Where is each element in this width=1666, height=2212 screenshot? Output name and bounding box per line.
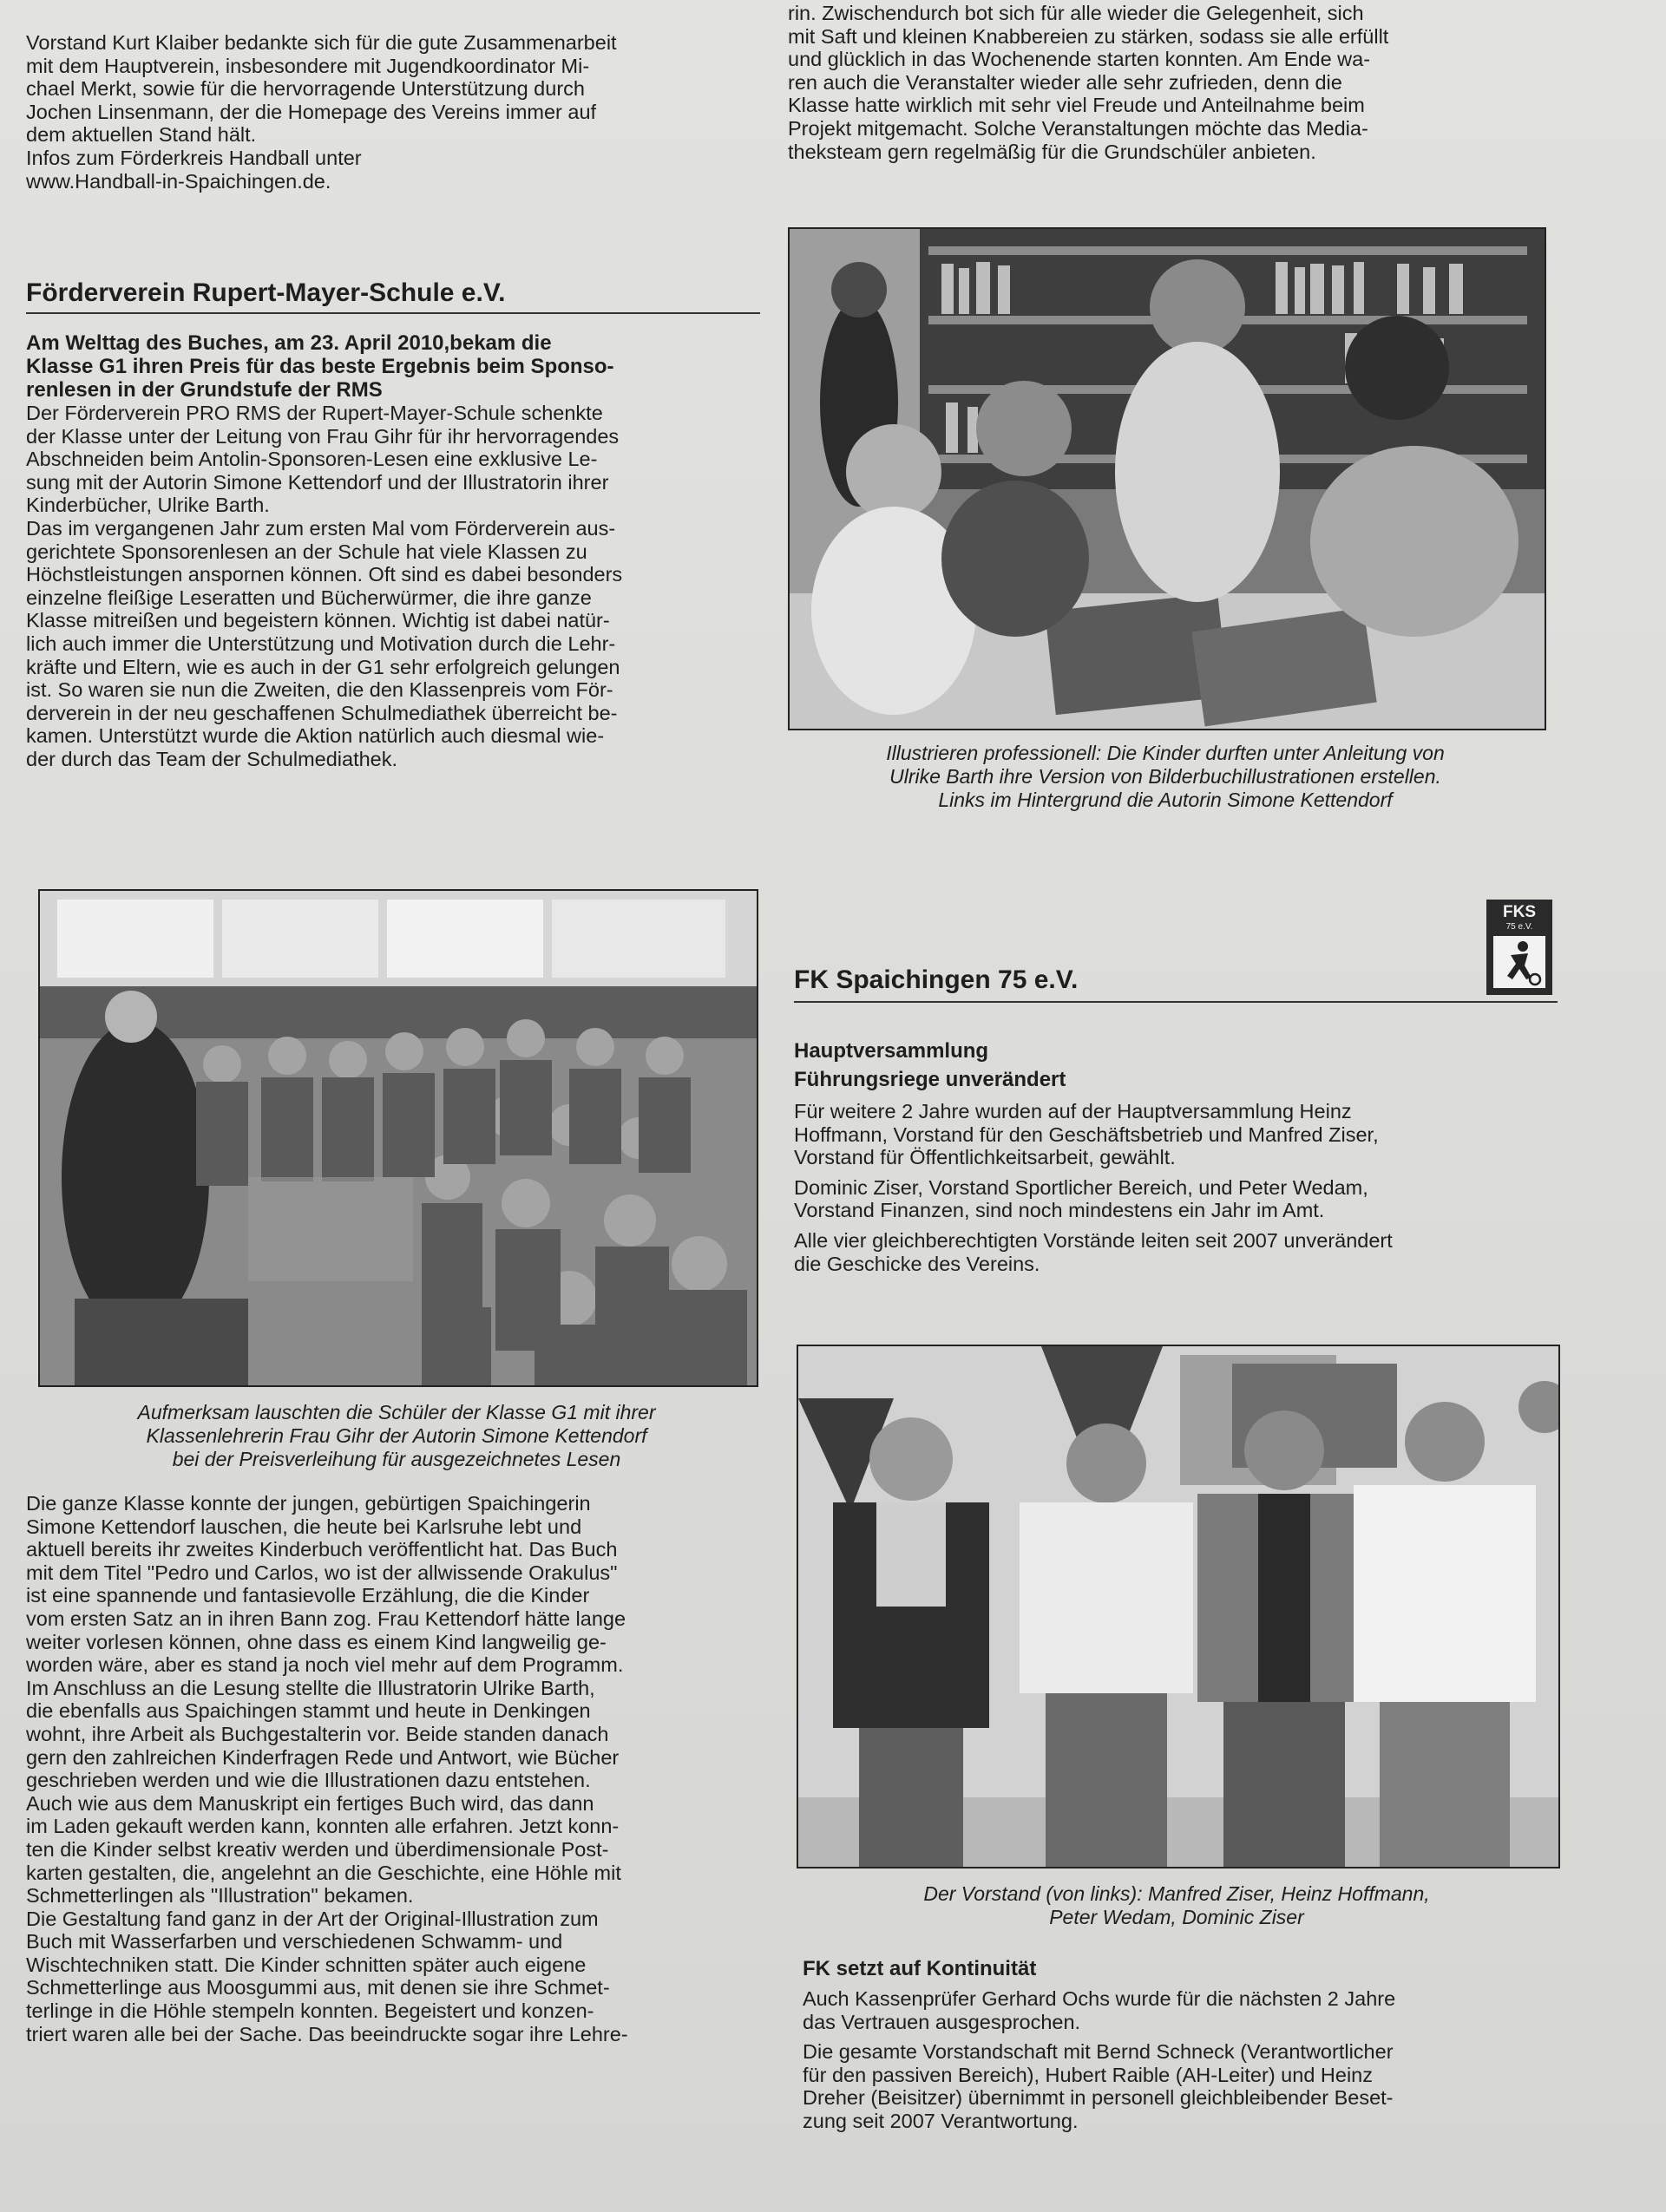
text-line: Auch Kassenprüfer Gerhard Ochs wurde für die nächsten 2 Jahre xyxy=(803,1987,1396,2010)
text-line: Alle vier gleichberechtigten Vorstände leiten seit 2007 unverändert xyxy=(794,1228,1393,1252)
text-line: geschrieben werden und wie die Illustrationen dazu entstehen. xyxy=(26,1769,591,1792)
text-line: gerichtete Sponsorenlesen an der Schule hat viele Klassen zu xyxy=(26,540,587,563)
text-line: ren auch die Veranstalter wieder alle sehr zufrieden, denn die xyxy=(788,70,1342,94)
text-line: Jochen Linsenmann, der die Homepage des Vereins immer auf xyxy=(26,100,597,123)
text-line: mit Saft und kleinen Knabbereien zu stärken, sodass sie alle erfüllt xyxy=(788,24,1389,48)
text-line: ten die Kinder selbst kreativ werden und überdimensionale Post- xyxy=(26,1837,609,1861)
text-line: Das im vergangenen Jahr zum ersten Mal vom Förderverein aus- xyxy=(26,516,616,540)
text-line: Simone Kettendorf lauschen, die heute bei Karlsruhe lebt und xyxy=(26,1515,582,1538)
board-members-image xyxy=(798,1346,1558,1867)
text-line: Dominic Ziser, Vorstand Sportlicher Bereich, und Peter Wedam, xyxy=(794,1175,1368,1199)
text-line: Die gesamte Vorstandschaft mit Bernd Schneck (Verantwortlicher xyxy=(803,2040,1394,2064)
text-line: Peter Wedam, Dominic Ziser xyxy=(1049,1906,1304,1928)
class-reading-image xyxy=(40,891,757,1385)
text-line: Höchstleistungen anspornen können. Oft sind es dabei besonders xyxy=(26,563,623,586)
text-line: Klasse hatte wirklich mit sehr viel Freude und Anteilnahme beim xyxy=(788,94,1365,117)
text-line: Illustrieren professionell: Die Kinder durften unter Anleitung von xyxy=(886,742,1445,764)
text-line: gern den zahlreichen Kinderfragen Rede und Antwort, wie Bücher xyxy=(26,1745,620,1769)
text-line: Der Förderverein PRO RMS der Rupert-Mayer-Schule schenkte xyxy=(26,402,603,424)
fks-logo-text: FKS xyxy=(1503,903,1536,921)
text-line: Für weitere 2 Jahre wurden auf der Hauptversammlung Heinz xyxy=(794,1100,1352,1122)
fks-paragraph-3 xyxy=(794,1229,1558,1275)
intro-text xyxy=(26,31,760,193)
text-line: kräfte und Eltern, wie es auch in der G1 sehr erfolgreich gelungen xyxy=(26,655,620,678)
text-line: ist eine spannende und fantasievolle Erzählung, die die Kinder xyxy=(26,1584,590,1607)
text-line: aktuell bereits ihr zweites Kinderbuch veröffentlicht hat. Das Buch xyxy=(26,1538,618,1561)
kids-illustrating-image xyxy=(790,229,1545,729)
text-line: Vorstand Kurt Klaiber bedankte sich für die gute Zusammenarbeit xyxy=(26,31,617,54)
text-line: Hoffmann, Vorstand für den Geschäftsbetrieb und Manfred Ziser, xyxy=(794,1122,1379,1146)
text-line: wohnt, ihre Arbeit als Buchgestalterin vor. Beide standen danach xyxy=(26,1722,609,1745)
section-title-fks: FK Spaichingen 75 e.V. xyxy=(794,965,1558,1003)
text-line: der durch das Team der Schulmediathek. xyxy=(26,747,398,770)
text-line: sung mit der Autorin Simone Kettendorf und der Illustratorin ihrer xyxy=(26,470,609,494)
text-line: Aufmerksam lauschten die Schüler der Klasse G1 mit ihrer xyxy=(137,1401,656,1423)
text-line: mit dem Hauptverein, insbesondere mit Jugendkoordinator Mi- xyxy=(26,54,590,77)
rms-paragraph-3 xyxy=(26,1492,760,1908)
class-reading-photo xyxy=(38,889,758,1387)
text-line: renlesen in der Grundstufe der RMS xyxy=(26,378,383,402)
handball-intro xyxy=(26,31,760,193)
text-line: rin. Zwischendurch bot sich für alle wieder die Gelegenheit, sich xyxy=(788,2,1364,24)
board-members-caption xyxy=(797,1882,1557,1929)
class-reading-caption xyxy=(38,1401,755,1471)
text-line: terlinge in die Höhle stempeln konnten. Begeistert und konzen- xyxy=(26,1999,594,2023)
text-line: weiter vorlesen können, ohne dass es einem Kind langweilig ge- xyxy=(26,1630,607,1653)
text-line: Klassenlehrerin Frau Gihr der Autorin Simone Kettendorf xyxy=(146,1424,647,1447)
text-line: triert waren alle bei der Sache. Das beeindruckte sogar ihre Lehre- xyxy=(26,2022,628,2045)
text-line: Schmetterlinge aus Moosgummi aus, mit denen sie ihre Schmet- xyxy=(26,1976,610,1999)
text-line: Wischtechniken statt. Die Kinder schnitten später auch eigene xyxy=(26,1953,587,1976)
kids-illustrating-photo xyxy=(788,227,1546,730)
rms-section xyxy=(26,278,760,771)
text-line: und glücklich in das Wochenende starten konnten. Am Ende wa- xyxy=(788,48,1371,71)
text-line: Links im Hintergrund die Autorin Simone Kettendorf xyxy=(938,789,1393,811)
text-line: Buch mit Wasserfarben und verschiedenen Schwamm- und xyxy=(26,1930,563,1953)
text-line: Dreher (Beisitzer) übernimmt in personell gleichbleibender Beset- xyxy=(803,2086,1394,2110)
text-line: zung seit 2007 Verantwortung. xyxy=(803,2109,1079,2132)
fks-subhead-leadership: Führungsriege unverändert xyxy=(794,1068,1066,1091)
fks-logo-subtext: 75 e.V. xyxy=(1505,922,1533,932)
text-line: Vorstand für Öffentlichkeitsarbeit, gewählt. xyxy=(794,1146,1176,1169)
text-line: Im Anschluss an die Lesung stellte die Illustratorin Ulrike Barth, xyxy=(26,1676,595,1699)
text-line: Infos zum Förderkreis Handball unter xyxy=(26,146,362,169)
mediathek-continuation xyxy=(788,2,1569,163)
fks-subhead-continuity: FK setzt auf Kontinuität xyxy=(803,1957,1037,1980)
text-line: Die ganze Klasse konnte der jungen, gebürtigen Spaichingerin xyxy=(26,1492,591,1515)
text-line: Ulrike Barth ihre Version von Bilderbuchillustrationen erstellen. xyxy=(889,765,1441,788)
fks-section xyxy=(794,965,1558,1275)
text-line: Schmetterlingen als "Illustration" bekamen. xyxy=(26,1884,414,1908)
fks-paragraph-2 xyxy=(794,1176,1558,1222)
text-line: der Klasse unter der Leitung von Frau Gihr für ihr hervorragendes xyxy=(26,424,620,448)
text-line: Die Gestaltung fand ganz in der Art der Original-Illustration zum xyxy=(26,1907,599,1930)
board-members-photo xyxy=(797,1345,1560,1868)
fks-subhead-meeting: Hauptversammlung xyxy=(794,1039,989,1063)
rms-paragraph-1 xyxy=(26,402,760,517)
text-line: Am Welttag des Buches, am 23. April 2010,bekam die xyxy=(26,331,552,355)
fks-continuity xyxy=(803,1957,1558,2133)
text-line: für den passiven Bereich), Hubert Raible (AH-Leiter) und Heinz xyxy=(803,2063,1374,2086)
text-line: bei der Preisverleihung für ausgezeichnetes Lesen xyxy=(172,1448,621,1470)
text-line: die Geschicke des Vereins. xyxy=(794,1252,1040,1275)
text-line: kamen. Unterstützt wurde die Aktion natürlich auch diesmal wie- xyxy=(26,724,605,748)
text-line: www.Handball-in-Spaichingen.de. xyxy=(26,169,331,193)
rms-headline xyxy=(26,331,760,402)
text-line: karten gestalten, die, angelehnt an die Geschichte, eine Höhle mit xyxy=(26,1861,621,1884)
text-line: die ebenfalls aus Spaichingen stammt und heute in Denkingen xyxy=(26,1699,591,1723)
rms-paragraph-2 xyxy=(26,517,760,771)
text-line: Auch wie aus dem Manuskript ein fertiges Buch wird, das dann xyxy=(26,1791,594,1815)
text-line: Abschneiden beim Antolin-Sponsoren-Lesen eine exklusive Le- xyxy=(26,448,598,471)
text-line: im Laden gekauft werden kann, konnten alle erfahren. Jetzt konn- xyxy=(26,1815,620,1838)
rms-paragraph-4 xyxy=(26,1908,760,2046)
text-line: Klasse G1 ihren Preis für das beste Ergebnis beim Sponso- xyxy=(26,355,614,378)
text-line: chael Merkt, sowie für die hervorragende Unterstützung durch xyxy=(26,77,585,101)
text-line: mit dem Titel "Pedro und Carlos, wo ist der allwissende Orakulus" xyxy=(26,1561,618,1584)
text-line: das Vertrauen ausgesprochen. xyxy=(803,2010,1081,2033)
text-line: Der Vorstand (von links): Manfred Ziser, Heinz Hoffmann, xyxy=(923,1882,1430,1905)
text-line: Kinderbücher, Ulrike Barth. xyxy=(26,494,270,517)
text-line: Vorstand Finanzen, sind noch mindestens ein Jahr im Amt. xyxy=(794,1199,1325,1222)
text-line: ist. So waren sie nun die Zweiten, die den Klassenpreis vom För- xyxy=(26,678,613,702)
text-line: Projekt mitgemacht. Solche Veranstaltungen möchte das Media- xyxy=(788,116,1368,140)
section-title-rms: Förderverein Rupert-Mayer-Schule e.V. xyxy=(26,278,760,314)
left-lower-column xyxy=(26,1492,760,2045)
fks-paragraph-1 xyxy=(794,1100,1558,1169)
text-line: worden wäre, aber es stand ja noch viel mehr auf dem Programm. xyxy=(26,1653,624,1677)
text-line: Klasse mitreißen und begeistern können. Wichtig ist dabei natür- xyxy=(26,609,610,632)
fks-paragraph-5 xyxy=(803,2040,1558,2132)
text-line: vom ersten Satz an in ihren Bann zog. Frau Kettendorf hätte lange xyxy=(26,1607,626,1630)
text-line: theksteam gern regelmäßig für die Grundschüler anbieten. xyxy=(788,140,1316,163)
text-line: lich auch immer die Unterstützung und Motivation durch die Lehr- xyxy=(26,632,616,655)
text-line: derverein in der neu geschaffenen Schulmediathek überreicht be- xyxy=(26,701,618,724)
fks-paragraph-4 xyxy=(803,1987,1558,2033)
text-line: einzelne fleißige Leseratten und Bücherwürmer, die ihre ganze xyxy=(26,586,592,609)
kids-illustrating-caption xyxy=(788,742,1543,812)
text-line: dem aktuellen Stand hält. xyxy=(26,123,257,147)
